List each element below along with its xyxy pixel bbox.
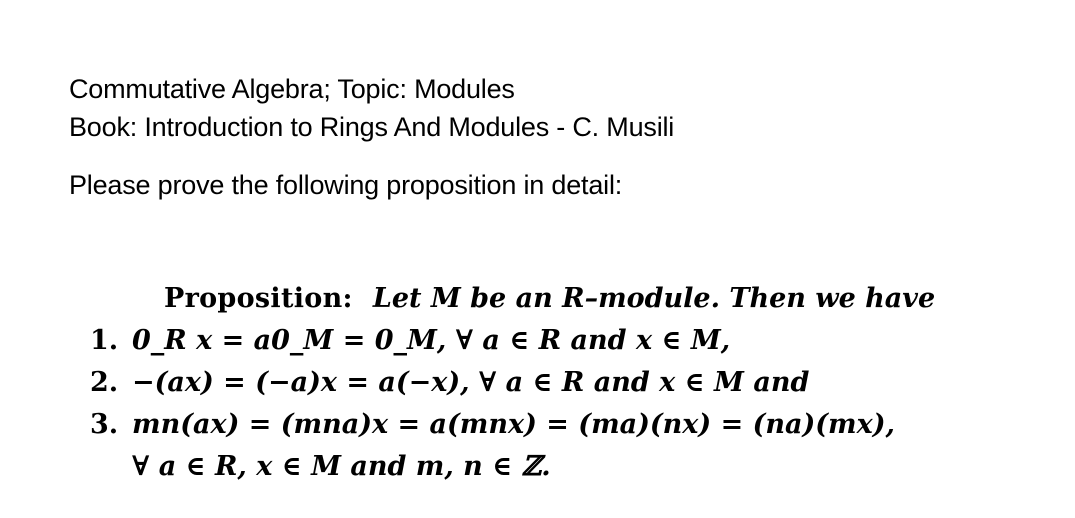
book-reference-line: Book: Introduction to Rings And Modules - C. Musili [69,112,675,142]
proposition-item-1 [90,320,935,362]
assignment-header [69,70,674,146]
proposition-title: Proposition: [164,283,353,314]
proposition-item-3 [90,404,935,446]
item-formula: mn(ax) = (mna)x = a(mnx) = (ma)(nx) = (na)(mx), [132,409,895,440]
item-number: 1. [90,325,119,356]
proposition-intro: Let M be an R–module. Then we have [372,283,936,314]
proof-request: Please prove the following proposition in detail: [69,170,623,200]
item-number: 2. [90,367,119,398]
item-number: 3. [90,409,119,440]
course-topic-line: Commutative Algebra; Topic: Modules [69,74,515,104]
item-formula: −(ax) = (−a)x = a(−x), ∀ a ∈ R and x ∈ M and [132,367,810,398]
proposition-item-3-continuation [90,446,935,488]
proposition-block [90,278,935,488]
item-formula: 0_R x = a0_M = 0_M, ∀ a ∈ R and x ∈ M, [132,325,731,356]
item-formula-continuation: ∀ a ∈ R, x ∈ M and m, n ∈ ℤ. [132,451,551,482]
proposition-heading [90,278,935,320]
proposition-item-2 [90,362,935,404]
